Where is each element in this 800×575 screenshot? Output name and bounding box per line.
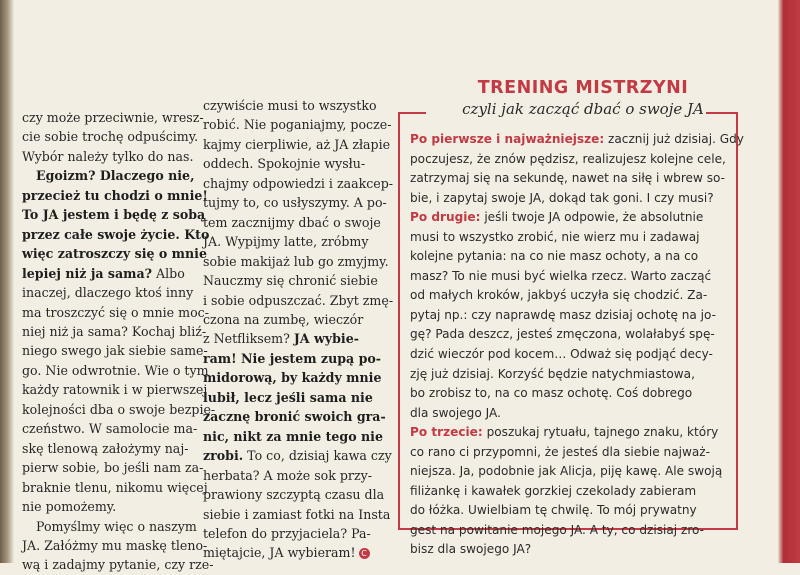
text-line: czy może przeciwnie, wresz- <box>22 110 204 125</box>
text-fragment: jeśli twoje JA odpowie, że absolutnie <box>480 210 704 225</box>
tip-section-1 <box>410 130 744 208</box>
bold-line: zacznę bronić swoich gra- <box>203 409 386 425</box>
text-line: każdy ratownik i w pierwszej <box>22 382 208 398</box>
text-line: do łóżka. Uwielbiam tę chwilę. To mój prywatny <box>410 503 697 518</box>
text-line: zję już dzisiaj. Korzyść będzie natychmiastowa, <box>410 366 695 381</box>
next-page-edge <box>778 0 800 563</box>
text-line <box>410 423 728 443</box>
text-line: JA. Załóżmy mu maskę tleno- <box>22 537 208 553</box>
bold-line: ram! Nie jestem zupą po- <box>203 350 382 366</box>
text-line: tujmy to, co usłyszymy. A po- <box>203 195 387 211</box>
article-column-left <box>22 108 216 575</box>
bold-fragment: JA wybie- <box>293 331 359 347</box>
bold-line: Egoizm? Dlaczego nie, <box>36 168 195 184</box>
bold-line: To JA jestem i będę z sobą <box>22 207 206 223</box>
text-line: Pomyślmy więc o naszym <box>36 518 197 534</box>
bold-line: lepiej niż ja sama? <box>22 265 153 281</box>
text-fragment: zacznij już dzisiaj. Gdy <box>604 132 744 146</box>
bold-line: midorową, by każdy mnie <box>203 370 382 386</box>
text-line: kajmy cierpliwie, aż JA złapie <box>203 136 391 152</box>
box-border-top-left <box>398 112 426 114</box>
text-line: gest na powitanie mojego JA. A ty, co dzisiaj zro- <box>410 522 705 537</box>
text-line: bo zrobisz to, na co masz ochotę. Coś dobrego <box>410 386 693 401</box>
text-fragment: Albo <box>152 265 185 281</box>
text-line: dla swojego JA. <box>410 405 501 420</box>
bold-line: przez całe swoje życie. Kto <box>22 226 210 242</box>
text-line: od małych kroków, jakbyś uczyła się chodzić. Za- <box>410 288 708 303</box>
text-line: kolejne pytania: na co nie masz ochoty, a na co <box>410 249 699 264</box>
article-column-middle <box>203 96 394 563</box>
text-line: bie, i zapytaj swoje JA, dokąd tak goni. I czy musi? <box>410 190 714 205</box>
text-line: Nauczmy się chronić siebie <box>203 273 378 289</box>
bold-line: więc zatroszczy się o mnie <box>22 246 207 262</box>
paragraph <box>22 108 204 166</box>
text-line <box>203 543 389 562</box>
text-line: zatrzymaj się na sekundę, nawet na siłę i wbrew so- <box>410 171 725 186</box>
text-line: niej niż ja sama? Kochaj bliź- <box>22 323 207 339</box>
text-line: JA. Wypijmy latte, zróbmy <box>203 234 369 250</box>
text-line: pierw sobie, bo jeśli nam za- <box>22 460 204 476</box>
text-fragment: To co, dzisiaj kawa czy <box>243 448 392 464</box>
tip-section-3 <box>410 423 728 560</box>
text-line: Wybór należy tylko do nas. <box>22 148 194 164</box>
text-line: pytaj np.: czy naprawdę masz dzisiaj ochotę na jo- <box>410 307 717 322</box>
text-fragment: miętajcie, JA wybieram! <box>203 545 356 561</box>
text-line: chajmy odpowiedzi i zaakcep- <box>203 175 394 191</box>
text-line <box>410 208 728 228</box>
text-line: niego swego jak siebie same- <box>22 343 208 359</box>
end-mark-icon: C <box>359 548 370 559</box>
text-line: gę? Pada deszcz, jesteś zmęczona, wolałabyś spę- <box>410 327 715 342</box>
text-line: cie sobie trochę odpuścimy. <box>22 129 199 145</box>
bold-line: lubił, lecz jeśli sama nie <box>203 389 373 405</box>
text-line: prawiony szczyptą czasu dla <box>203 487 385 503</box>
text-line: poczujesz, że znów pędzisz, realizujesz kolejne cele, <box>410 151 726 166</box>
bold-fragment: zrobi. <box>203 448 244 464</box>
box-border-top-right <box>706 112 738 114</box>
page-binding-shadow <box>0 0 14 563</box>
text-line: czeństwo. W samolocie ma- <box>22 421 198 437</box>
tips-box-text <box>410 130 744 560</box>
text-line: nie pomożemy. <box>22 499 117 515</box>
tip-lead: Po trzecie: <box>410 425 483 440</box>
text-line: sobie makijaż lub go zmyjmy. <box>203 253 389 269</box>
text-line: co rano ci przypomni, że jesteś dla siebie najważ- <box>410 444 710 459</box>
text-line: masz? To nie musi być wielka rzecz. Warto zacząć <box>410 268 712 283</box>
bold-line: nic, nikt za mnie tego nie <box>203 428 383 444</box>
text-line: siebie i zamiast fotki na Insta <box>203 506 391 522</box>
box-subtitle: czyli jak zacząć dbać o swoje JA <box>462 100 704 118</box>
text-fragment: z Netfliksem? <box>203 331 294 347</box>
text-line <box>203 446 392 465</box>
bold-line: przecież tu chodzi o mnie! <box>22 187 208 203</box>
text-line: kolejności dba o swoje bezpie- <box>22 401 216 417</box>
text-line: skę tlenową założymy naj- <box>22 440 189 456</box>
text-line <box>410 130 744 150</box>
text-line: czona na zumbę, wieczór <box>203 311 364 327</box>
text-line: inaczej, dlaczego ktoś inny <box>22 285 194 301</box>
text-line: go. Nie odwrotnie. Wie o tym <box>22 362 209 378</box>
paragraph <box>22 517 214 575</box>
tip-lead: Po drugie: <box>410 210 481 225</box>
text-line: filiżankę i kawałek gorzkiej czekolady zabieram <box>410 483 697 498</box>
text-line: robić. Nie poganiajmy, pocze- <box>203 117 392 133</box>
text-line: tem zacznijmy dbać o swoje <box>203 214 381 230</box>
text-line: dzić wieczór pod kocem… Odważ się podjąć decy- <box>410 347 713 362</box>
text-line <box>203 329 389 348</box>
text-line: i sobie odpuszczać. Zbyt zmę- <box>203 292 394 308</box>
text-line: braknie tlenu, nikomu więcej <box>22 479 208 495</box>
paragraph <box>22 166 216 516</box>
text-line: bisz dla swojego JA? <box>410 542 532 557</box>
text-line: czywiście musi to wszystko <box>203 98 377 113</box>
text-line: wą i zadajmy pytanie, czy rze- <box>22 557 214 573</box>
text-line: oddech. Spokojnie wysłu- <box>203 156 366 172</box>
tip-lead: Po pierwsze i najważniejsze: <box>410 132 605 146</box>
text-line: ma troszczyć się o mnie moc- <box>22 304 209 320</box>
text-line: herbata? A może sok przy- <box>203 467 372 483</box>
tip-section-2 <box>410 208 728 423</box>
text-fragment: poszukaj rytuału, tajnego znaku, który <box>482 425 719 440</box>
text-line: telefon do przyjaciela? Pa- <box>203 525 371 541</box>
text-line: musi to wszystko zrobić, nie wierz mu i zadawaj <box>410 229 700 244</box>
text-line: niejsza. Ja, podobnie jak Alicja, piję kawę. Ale swoją <box>410 464 723 479</box>
text-line <box>22 264 196 283</box>
paragraph <box>203 96 394 563</box>
box-title: TRENING MISTRZYNI <box>477 78 689 98</box>
